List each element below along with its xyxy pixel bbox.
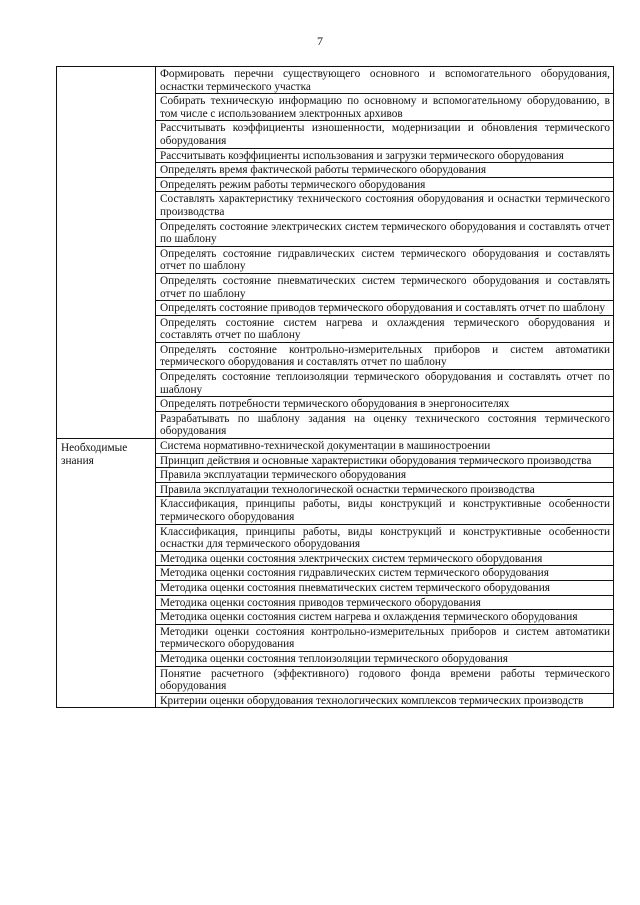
table-cell: Методика оценки состояния приводов термического оборудования — [156, 595, 614, 610]
table-cell: Методика оценки состояния теплоизоляции термического оборудования — [156, 651, 614, 666]
table-cell: Классификация, принципы работы, виды конструкций и конструктивные особенности оснастки для термического оборудования — [156, 524, 614, 551]
table-cell: Определять время фактической работы термического оборудования — [156, 163, 614, 178]
section-label — [57, 67, 156, 439]
table-cell: Методика оценки состояния гидравлических систем термического оборудования — [156, 566, 614, 581]
table-cell: Система нормативно-технической документации в машиностроении — [156, 439, 614, 454]
table-cell: Рассчитывать коэффициенты использования и загрузки термического оборудования — [156, 148, 614, 163]
table-cell: Методика оценки состояния систем нагрева и охлаждения термического оборудования — [156, 610, 614, 625]
table-cell: Правила эксплуатации термического оборудования — [156, 468, 614, 483]
table-cell: Понятие расчетного (эффективного) годового фонда времени работы термического оборудования — [156, 666, 614, 693]
table-cell: Определять состояние теплоизоляции термического оборудования и составлять отчет по шаблону — [156, 370, 614, 397]
table-body — [57, 67, 614, 708]
table-row — [57, 439, 614, 454]
page-number: 7 — [317, 34, 323, 48]
table-cell: Рассчитывать коэффициенты изношенности, модернизации и обновления термического оборудования — [156, 121, 614, 148]
table-cell: Формировать перечни существующего основного и вспомогательного оборудования, оснастки термического участка — [156, 67, 614, 94]
table-cell: Собирать техническую информацию по основному и вспомогательному оборудованию, в том числе с использованием электронных архивов — [156, 94, 614, 121]
table-cell: Методика оценки состояния пневматических систем термического оборудования — [156, 580, 614, 595]
table-cell: Принцип действия и основные характеристики оборудования термического производства — [156, 453, 614, 468]
table-cell: Определять состояние гидравлических систем термического оборудования и составлять отчет по шаблону — [156, 246, 614, 273]
table-cell: Определять потребности термического оборудования в энергоносителях — [156, 397, 614, 412]
table-cell: Правила эксплуатации технологической оснастки термического производства — [156, 482, 614, 497]
table-cell: Определять состояние контрольно-измерительных приборов и систем автоматики термического оборудования и составлять отчет по шаблону — [156, 342, 614, 369]
table-cell: Определять состояние электрических систем термического оборудования и составлять отчет по шаблону — [156, 219, 614, 246]
section-label: Необходимые знания — [57, 439, 156, 708]
table-cell: Классификация, принципы работы, виды конструкций и конструктивные особенности термического оборудования — [156, 497, 614, 524]
table-cell: Критерии оценки оборудования технологических комплексов термических производств — [156, 693, 614, 708]
requirements-table — [56, 66, 614, 708]
table-cell: Определять состояние систем нагрева и охлаждения термического оборудования и составлять отчет по шаблону — [156, 315, 614, 342]
table-cell: Разрабатывать по шаблону задания на оценку технического состояния термического оборудования — [156, 411, 614, 438]
table-cell: Определять режим работы термического оборудования — [156, 177, 614, 192]
table-cell: Определять состояние приводов термического оборудования и составлять отчет по шаблону — [156, 301, 614, 316]
table-row — [57, 67, 614, 94]
table-cell: Методики оценки состояния контрольно-измерительных приборов и систем автоматики термического оборудования — [156, 624, 614, 651]
table-cell: Составлять характеристику технического состояния оборудования и оснастки термического производства — [156, 192, 614, 219]
table-cell: Методика оценки состояния электрических систем термического оборудования — [156, 551, 614, 566]
table-cell: Определять состояние пневматических систем термического оборудования и составлять отчет по шаблону — [156, 273, 614, 300]
